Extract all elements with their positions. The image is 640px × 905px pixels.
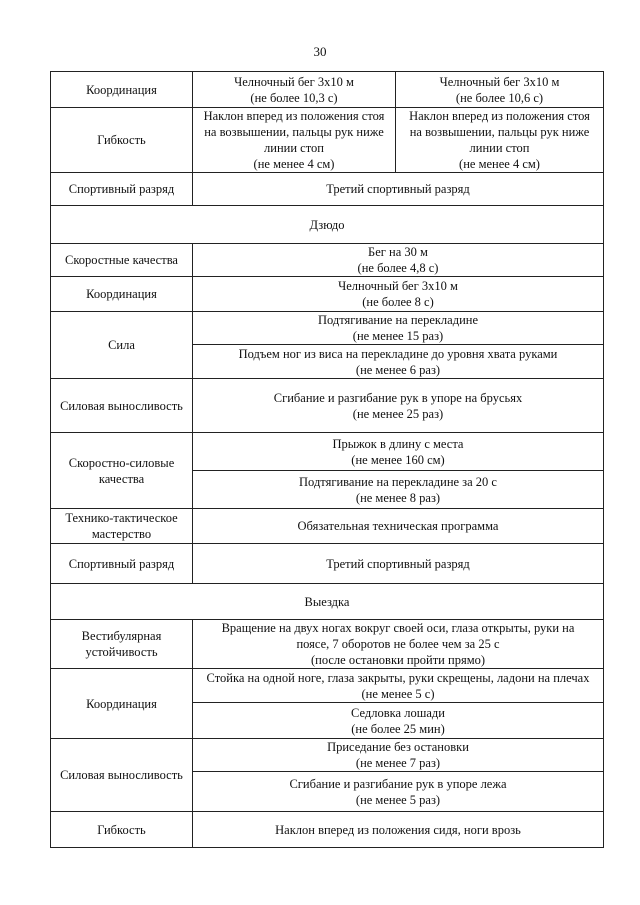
norm-cell: Подтягивание на перекладине за 20 с (не менее 8 раз) <box>193 471 604 509</box>
quality-cell: Сила <box>51 312 193 379</box>
norm-cell-female: Наклон вперед из положения стоя на возвышении, пальцы рук ниже линии стоп (не менее 4 см) <box>396 108 604 173</box>
quality-cell: Силовая выносливость <box>51 739 193 812</box>
table-row <box>51 244 604 277</box>
table-row <box>51 812 604 848</box>
norm-cell: Подтягивание на перекладине (не менее 15 раз) <box>193 312 604 345</box>
norm-cell: Челночный бег 3х10 м (не более 8 с) <box>193 277 604 312</box>
quality-cell: Спортивный разряд <box>51 544 193 584</box>
norm-cell: Наклон вперед из положения сидя, ноги врозь <box>193 812 604 848</box>
table-row <box>51 72 604 108</box>
quality-cell: Силовая выносливость <box>51 379 193 433</box>
table-row <box>51 544 604 584</box>
table-row <box>51 277 604 312</box>
norm-cell: Вращение на двух ногах вокруг своей оси, глаза открыты, руки на поясе, 7 оборотов не более чем за 25 с (после остановки пройти прямо) <box>193 620 604 669</box>
norm-cell: Обязательная техническая программа <box>193 509 604 544</box>
norm-cell: Приседание без остановки (не менее 7 раз) <box>193 739 604 772</box>
quality-cell: Технико-тактическое мастерство <box>51 509 193 544</box>
quality-cell: Гибкость <box>51 108 193 173</box>
section-header-row <box>51 584 604 620</box>
table-row <box>51 620 604 669</box>
norm-cell-male: Челночный бег 3х10 м (не более 10,3 с) <box>193 72 396 108</box>
quality-cell: Координация <box>51 72 193 108</box>
section-title-dressage: Выездка <box>51 584 604 620</box>
norm-cell: Подъем ног из виса на перекладине до уровня хвата руками (не менее 6 раз) <box>193 345 604 379</box>
quality-cell: Скоростные качества <box>51 244 193 277</box>
norm-cell: Седловка лошади (не более 25 мин) <box>193 703 604 739</box>
table-row <box>51 379 604 433</box>
quality-cell: Скоростно-силовые качества <box>51 433 193 509</box>
section-header-row <box>51 206 604 244</box>
table-row <box>51 739 604 772</box>
norm-cell-female: Челночный бег 3х10 м (не более 10,6 с) <box>396 72 604 108</box>
table-row <box>51 509 604 544</box>
table-row <box>51 108 604 173</box>
norm-cell-male: Наклон вперед из положения стоя на возвышении, пальцы рук ниже линии стоп (не менее 4 см) <box>193 108 396 173</box>
norm-cell: Сгибание и разгибание рук в упоре на брусьях (не менее 25 раз) <box>193 379 604 433</box>
page-number: 30 <box>313 44 327 59</box>
quality-cell: Координация <box>51 277 193 312</box>
table-row <box>51 433 604 471</box>
quality-cell: Спортивный разряд <box>51 173 193 206</box>
quality-cell: Вестибулярная устойчивость <box>51 620 193 669</box>
norms-table <box>50 71 604 848</box>
norm-cell: Стойка на одной ноге, глаза закрыты, руки скрещены, ладони на плечах (не менее 5 с) <box>193 669 604 703</box>
norm-cell: Третий спортивный разряд <box>193 173 604 206</box>
section-title-judo: Дзюдо <box>51 206 604 244</box>
table-row <box>51 173 604 206</box>
norm-cell: Бег на 30 м (не более 4,8 с) <box>193 244 604 277</box>
norm-cell: Прыжок в длину с места (не менее 160 см) <box>193 433 604 471</box>
norm-cell: Третий спортивный разряд <box>193 544 604 584</box>
table-row <box>51 312 604 345</box>
table-row <box>51 669 604 703</box>
norm-cell: Сгибание и разгибание рук в упоре лежа (не менее 5 раз) <box>193 772 604 812</box>
quality-cell: Координация <box>51 669 193 739</box>
quality-cell: Гибкость <box>51 812 193 848</box>
